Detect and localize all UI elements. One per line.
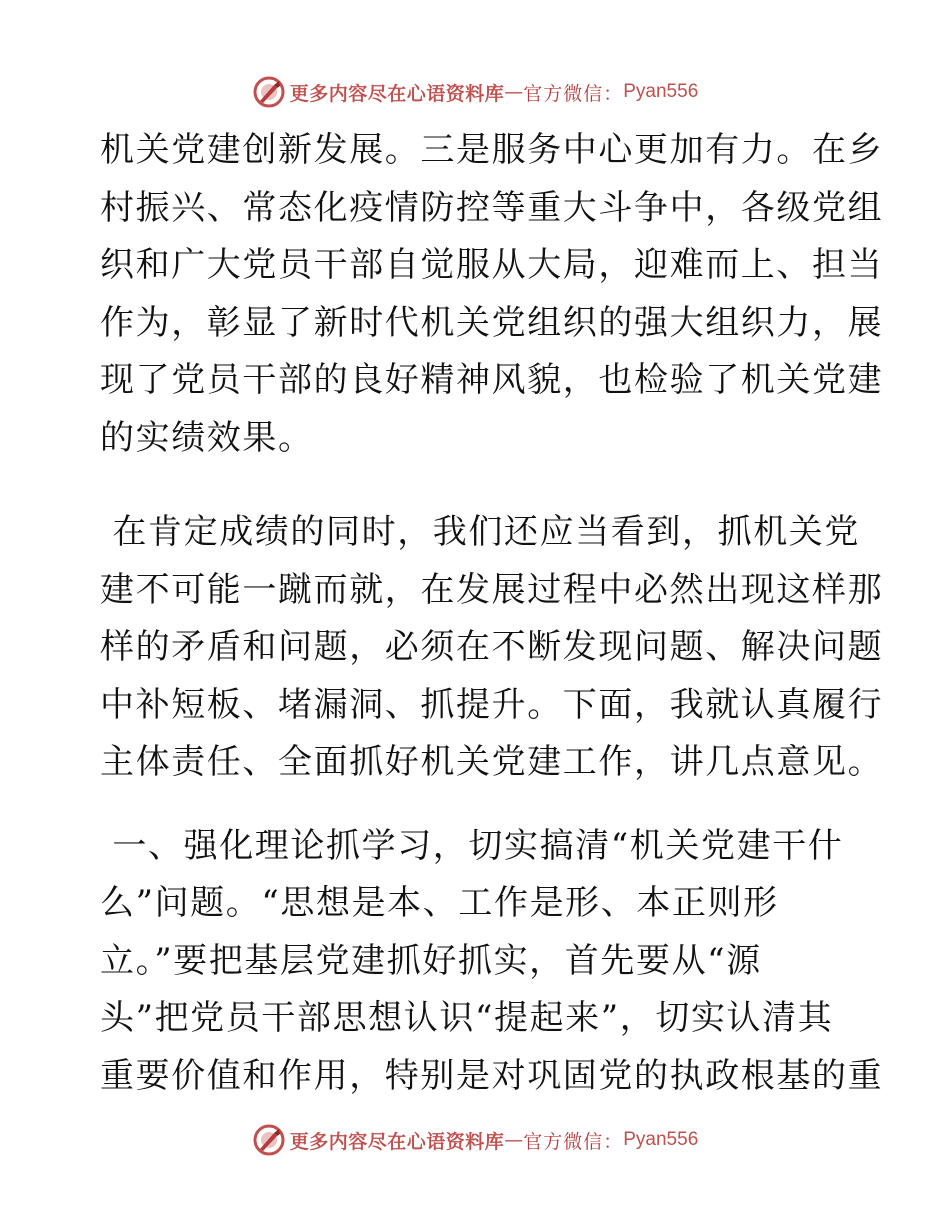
text-line: 机关党建创新发展。三是服务中心更加有力。在乡: [100, 130, 884, 170]
watermark-main-text: 更多内容尽在心语资料库: [289, 1130, 505, 1153]
document-body: [100, 122, 884, 1105]
text-line: 么”问题。“思想是本、工作是形、本正则形: [100, 883, 779, 923]
text-line: 在肯定成绩的同时，我们还应当看到，抓机关党: [100, 512, 861, 552]
text-line: 村振兴、常态化疫情防控等重大斗争中，各级党组: [100, 187, 884, 228]
watermark-label: 官方微信：: [523, 1130, 624, 1153]
logo-icon: [252, 75, 286, 109]
watermark-wechat-id: Pyan556: [623, 1129, 699, 1150]
watermark-wechat-id: Pyan556: [623, 81, 699, 102]
watermark-label: 官方微信：: [523, 82, 624, 105]
text-line: 现了党员干部的良好精神风貌，也检验了机关党建: [100, 360, 884, 400]
text-line: 主体责任、全面抓好机关党建工作，讲几点意见。: [100, 742, 884, 782]
watermark-dash: —: [504, 81, 524, 103]
text-line: 织和广大党员干部自觉服从大局，迎难而上、担当: [100, 245, 884, 285]
watermark-footer: [0, 1120, 950, 1160]
paragraph-1: [100, 122, 884, 467]
text-line: 作为，彰显了新时代机关党组织的强大组织力，展: [100, 302, 884, 343]
text-line: 样的矛盾和问题，必须在不断发现问题、解决问题: [100, 627, 884, 667]
text-line: 的实绩效果。: [100, 417, 314, 458]
paragraph-3: [100, 818, 884, 1106]
text-line: 重要价值和作用，特别是对巩固党的执政根基的重: [100, 1055, 884, 1096]
text-line: 立。”要把基层党建抓好抓实，首先要从“源: [100, 940, 762, 981]
paragraph-2: [100, 504, 884, 792]
text-line: 建不可能一蹴而就，在发展过程中必然出现这样那: [100, 569, 884, 610]
logo-icon: [252, 1123, 286, 1157]
watermark-main-text: 更多内容尽在心语资料库: [289, 82, 505, 105]
text-line: 一、强化理论抓学习，切实搞清“机关党建干什: [100, 825, 844, 866]
watermark-header: [0, 72, 950, 112]
watermark-dash: —: [504, 1129, 524, 1151]
text-line: 中补短板、堵漏洞、抓提升。下面，我就认真履行: [100, 684, 884, 725]
paragraph-spacer: [100, 792, 860, 818]
text-line: 头”把党员干部思想认识“提起来”，切实认清其: [100, 998, 834, 1038]
paragraph-spacer: [100, 467, 860, 504]
